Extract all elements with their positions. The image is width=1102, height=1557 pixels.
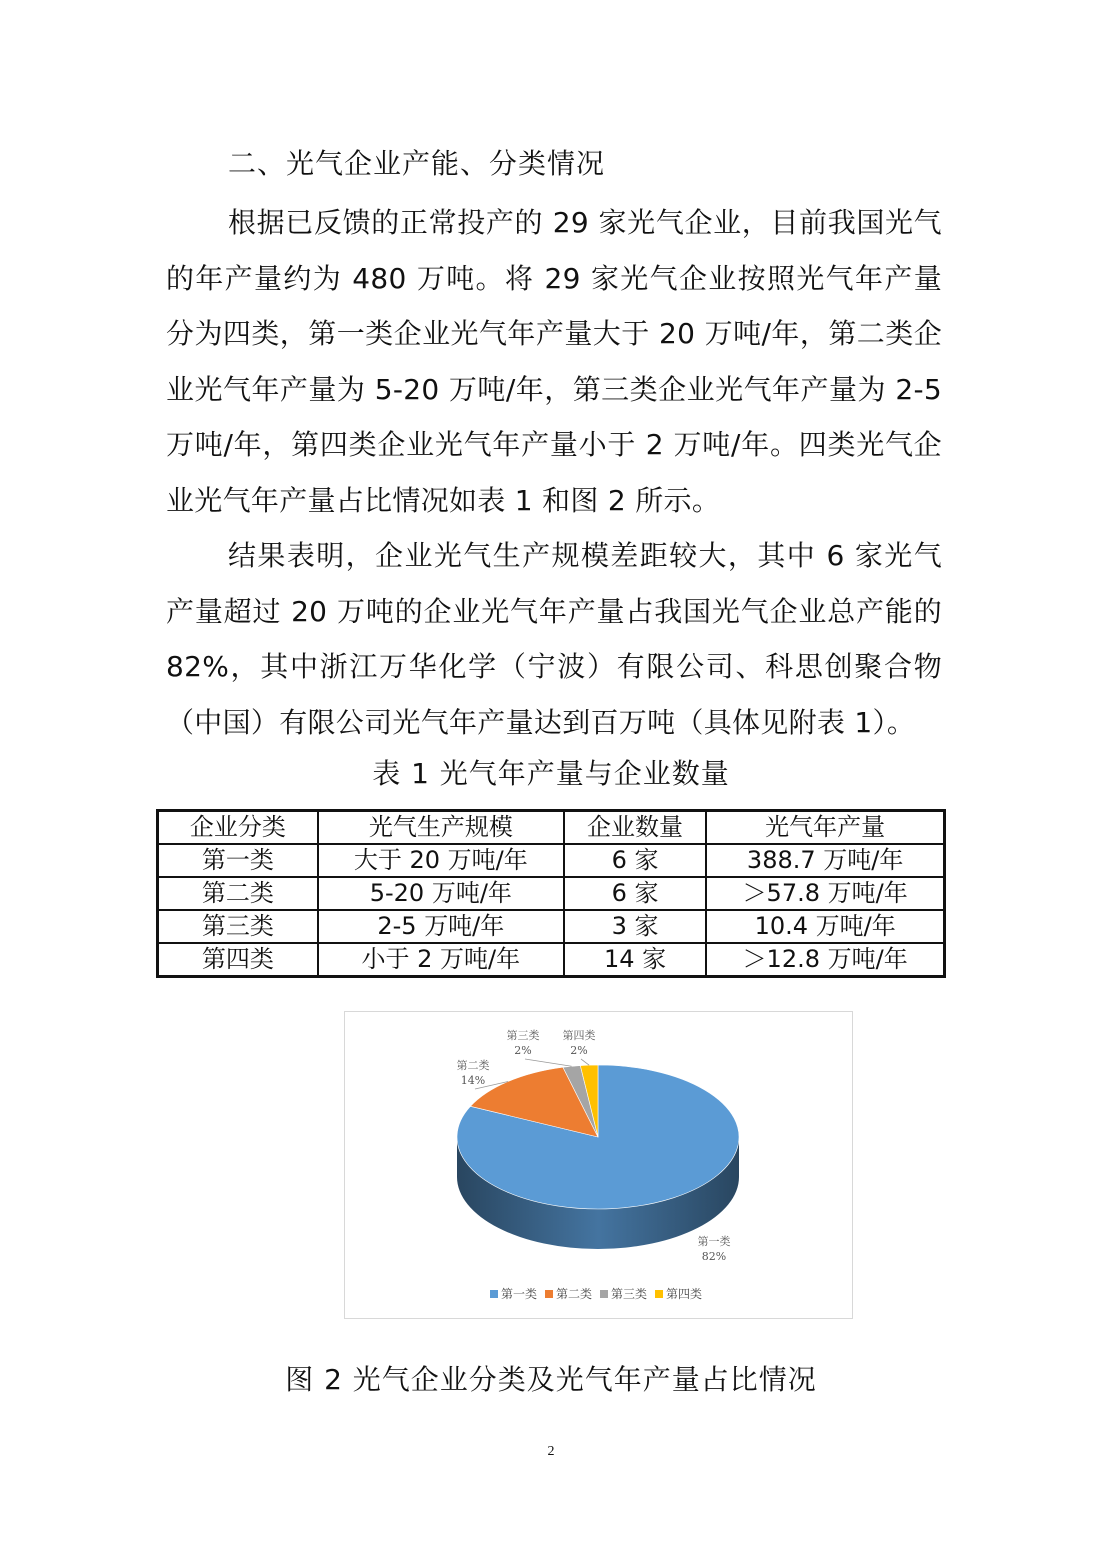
table-cell: 14 家 xyxy=(564,943,706,977)
legend-entry-3: 第四类 xyxy=(666,1287,703,1301)
table-cell: 2-5 万吨/年 xyxy=(318,910,564,943)
legend-swatch-2 xyxy=(600,1290,608,1298)
data-label-value-2: 2% xyxy=(514,1044,532,1057)
table-cell: 3 家 xyxy=(564,910,706,943)
legend-entry-0: 第一类 xyxy=(501,1287,538,1301)
legend-swatch-1 xyxy=(545,1290,553,1298)
data-label-value-1: 14% xyxy=(460,1074,486,1087)
table-cell: 第三类 xyxy=(158,910,318,943)
table-cell: ＞12.8 万吨/年 xyxy=(706,943,944,977)
figure-caption: 图 2 光气企业分类及光气年产量占比情况 xyxy=(285,1363,817,1396)
table-cell: 第二类 xyxy=(158,877,318,910)
table-cell: 大于 20 万吨/年 xyxy=(318,844,564,877)
data-label-category-3: 第四类 xyxy=(562,1029,596,1042)
paragraph-2: 结果表明，企业光气生产规模差距较大，其中 6 家光气产量超过 20 万吨的企业光气年产量占我国光气企业总产能的 82%，其中浙江万华化学（宁波）有限公司、科思创聚合物（中国）有限公司光气年产量达到百万吨（具体见附表 1）。 xyxy=(166,539,942,739)
table-header-row xyxy=(158,811,945,845)
table-header-cell: 企业数量 xyxy=(564,811,706,845)
pie-chart xyxy=(345,1012,852,1318)
table-header-cell: 光气年产量 xyxy=(706,811,944,845)
leader-line-3 xyxy=(581,1059,589,1065)
table-cell: 第一类 xyxy=(158,844,318,877)
table-caption: 表 1 光气年产量与企业数量 xyxy=(372,757,730,790)
table-cell: 5-20 万吨/年 xyxy=(318,877,564,910)
data-label-category-2: 第三类 xyxy=(506,1029,540,1042)
table-header-cell: 光气生产规模 xyxy=(318,811,564,845)
table-cell: 10.4 万吨/年 xyxy=(706,910,944,943)
table-header-cell: 企业分类 xyxy=(158,811,318,845)
legend-swatch-3 xyxy=(655,1290,663,1298)
legend-swatch-0 xyxy=(490,1290,498,1298)
data-label-value-0: 82% xyxy=(701,1250,727,1263)
table-cell: 第四类 xyxy=(158,943,318,977)
table-cell: 小于 2 万吨/年 xyxy=(318,943,564,977)
legend-entry-1: 第二类 xyxy=(556,1287,593,1301)
pie-chart-figure xyxy=(344,1011,853,1319)
table-row xyxy=(158,844,945,877)
section-heading: 二、光气企业产能、分类情况 xyxy=(228,147,606,180)
data-label-value-3: 2% xyxy=(570,1044,588,1057)
table-cell: ＞57.8 万吨/年 xyxy=(706,877,944,910)
leader-line-2 xyxy=(525,1059,572,1066)
paragraph-1: 根据已反馈的正常投产的 29 家光气企业，目前我国光气的年产量约为 480 万吨。将 29 家光气企业按照光气年产量分为四类，第一类企业光气年产量大于 20 万吨/年，第二类企业光气年产量为 5-20 万吨/年，第三类企业光气年产量为 2-5 万吨/年，第四类企业光气年产量小于 2 万吨/年。四类光气企业光气年产量占比情况如表 1 和图 2 所示。 xyxy=(166,206,942,517)
page-number: 2 xyxy=(547,1444,555,1459)
data-label-category-1: 第二类 xyxy=(456,1059,490,1072)
table-row xyxy=(158,943,945,977)
table-cell: 6 家 xyxy=(564,877,706,910)
table-row xyxy=(158,910,945,943)
table-cell: 6 家 xyxy=(564,844,706,877)
table-cell: 388.7 万吨/年 xyxy=(706,844,944,877)
table-row xyxy=(158,877,945,910)
legend-entry-2: 第三类 xyxy=(611,1287,648,1301)
data-label-category-0: 第一类 xyxy=(697,1235,731,1248)
production-table xyxy=(156,809,946,978)
